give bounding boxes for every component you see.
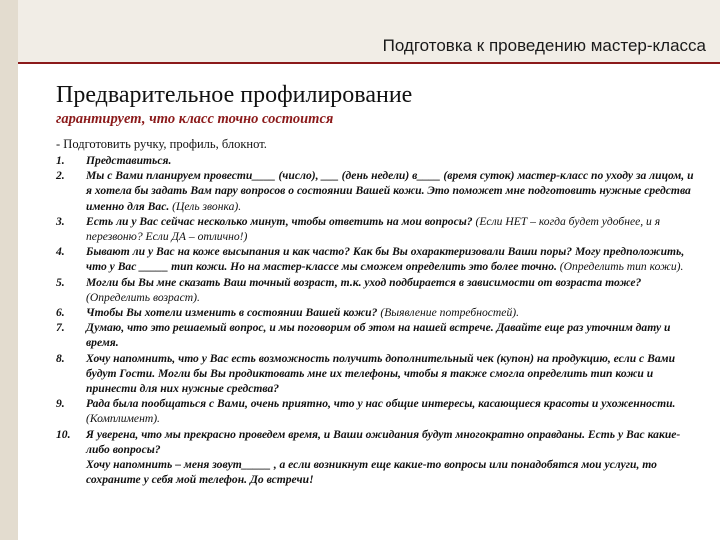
list-item	[56, 320, 696, 350]
item-note: (Определить тип кожи).	[559, 260, 684, 274]
item-text: Я уверена, что мы прекрасно проведем время, и Ваши ожидания будут многократно оправданы. Есть у Вас какие-либо вопросы?	[86, 427, 681, 456]
closing-text: Хочу напомнить – меня зовут_____ , а если возникнут еще какие-то вопросы или понадобятся мои услуги, то сохраните у себя мой телефон. До встречи!	[86, 458, 657, 487]
list-item	[56, 153, 696, 168]
item-text: Могли бы Вы мне сказать Ваш точный возраст, т.к. уход подбирается в зависимости от возраста тоже?	[86, 275, 642, 289]
list-item	[56, 396, 696, 426]
item-note: (Выявление потребностей).	[380, 306, 519, 320]
item-number: 1.	[56, 154, 65, 167]
item-number: 9.	[56, 397, 65, 411]
item-number: 4.	[56, 245, 65, 259]
slide-title: Предварительное профилирование	[56, 82, 413, 108]
left-decor-strip	[0, 0, 18, 540]
slide-subtitle: гарантирует, что класс точно состоится	[56, 111, 334, 127]
header-title: Подготовка к проведению мастер-класса	[382, 36, 706, 55]
list-item	[56, 168, 696, 214]
item-text: Думаю, что это решаемый вопрос, и мы поговорим об этом на нашей встрече. Давайте еще раз уточним дату и время.	[86, 321, 671, 350]
list-item	[56, 305, 696, 320]
item-text: Бывают ли у Вас на коже высыпания и как часто? Как бы Вы охарактеризовали Ваши поры? Могу предположить, что у Вас _____ тип кожи. Но на мастер-классе мы сможем определить это более точно.	[86, 245, 685, 274]
item-text: Мы с Вами планируем провести____ (число), ___ (день недели) в____ (время суток) мастер-класс по уходу за лицом, и я хотела бы задать Вам пару вопросов о состоянии Вашей кожи. Это поможет мне подготовить нужные средства именно для Вас.	[86, 169, 694, 213]
item-text: Хочу напомнить, что у Вас есть возможность получить дополнительный чек (купон) на продукцию, если с Вами будут Гости. Могли бы Вы продиктовать мне их телефоны, чтобы я также смогла определить тип кожи и принести для них нужные средства?	[86, 351, 676, 396]
item-number: 2.	[56, 169, 65, 183]
item-text: Есть ли у Вас сейчас несколько минут, чтобы ответить на мои вопросы?	[86, 214, 473, 228]
item-text: Представиться.	[86, 154, 172, 167]
list-item	[56, 351, 696, 397]
list-item	[56, 275, 696, 305]
item-number: 3.	[56, 214, 65, 228]
item-number: 6.	[56, 306, 65, 320]
item-note: (Определить возраст).	[86, 290, 200, 304]
item-number: 10.	[56, 427, 71, 441]
intro-line: - Подготовить ручку, профиль, блокнот.	[56, 137, 267, 151]
item-note: (Если НЕТ – когда будет удобнее, и я перезвоню? Если ДА – отлично!)	[86, 214, 661, 244]
list-item	[56, 427, 696, 488]
list-item	[56, 214, 696, 244]
item-number: 5.	[56, 275, 65, 289]
item-note: (Комплимент).	[86, 412, 160, 426]
item-note: (Цель звонка).	[172, 199, 242, 213]
item-text: Рада была пообщаться с Вами, очень приятно, что у нас общие интересы, касающиеся красоты и ухоженности.	[86, 397, 676, 411]
header-divider	[18, 62, 720, 64]
item-number: 8.	[56, 351, 65, 365]
item-text: Чтобы Вы хотели изменить в состоянии Вашей кожи?	[86, 306, 378, 320]
list-item	[56, 244, 696, 274]
script-steps-list	[56, 153, 696, 487]
item-number: 7.	[56, 321, 65, 335]
